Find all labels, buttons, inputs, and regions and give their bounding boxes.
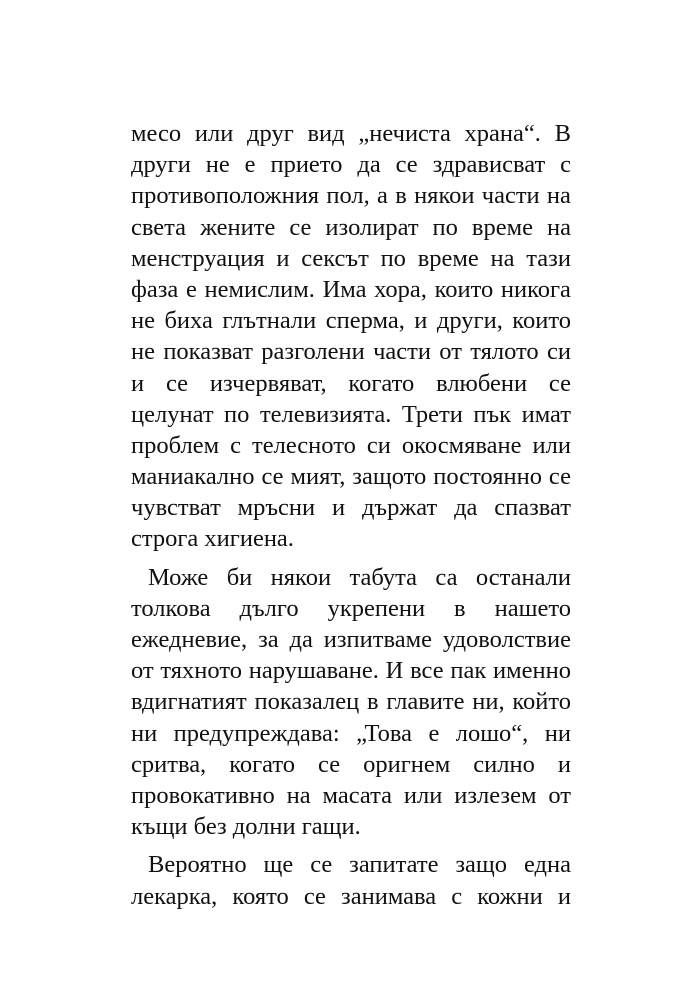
text-line xyxy=(131,718,571,749)
word: света xyxy=(131,213,187,241)
word: в xyxy=(366,688,379,716)
text-line xyxy=(131,780,571,811)
word: и xyxy=(557,882,571,910)
word: пол, xyxy=(326,182,370,210)
word: си xyxy=(366,431,391,459)
word: по xyxy=(432,213,458,241)
word: части xyxy=(481,182,540,210)
text-line xyxy=(131,749,571,780)
word: ежедневие, xyxy=(131,626,248,653)
word: се xyxy=(318,750,341,778)
word: удоволствие xyxy=(442,626,571,653)
paragraph xyxy=(131,849,571,911)
word: „Това xyxy=(356,719,413,747)
word: ни xyxy=(544,719,571,747)
word: други, xyxy=(436,307,503,335)
word: нарушаване. xyxy=(248,657,379,685)
word: лекарка, xyxy=(131,882,218,910)
word: храна“. xyxy=(464,120,541,147)
word: по xyxy=(224,400,250,428)
word: немислим. xyxy=(204,275,315,303)
word: които xyxy=(512,307,571,335)
word: „нечиста xyxy=(358,120,451,147)
text-line xyxy=(131,118,571,149)
text-line: строга хигиена. xyxy=(131,525,294,553)
word: сексът xyxy=(301,244,369,272)
word: на xyxy=(546,182,571,210)
word: държат xyxy=(361,494,438,522)
word: не xyxy=(205,151,230,179)
word: в xyxy=(395,182,407,210)
word: сритва, xyxy=(131,750,207,778)
word: запитате xyxy=(349,851,439,879)
word: на xyxy=(490,244,515,272)
word: защото xyxy=(352,463,427,491)
word: се xyxy=(289,213,312,241)
word: Има xyxy=(322,275,367,303)
text-line xyxy=(131,686,571,717)
word: глътнали xyxy=(222,307,317,335)
word: оригнем xyxy=(363,750,451,778)
text-line xyxy=(131,593,571,624)
word: някои xyxy=(270,563,332,591)
word: не xyxy=(131,307,155,335)
word: части xyxy=(373,338,431,366)
text-line xyxy=(131,849,571,880)
word: Може xyxy=(148,563,209,591)
word: телевизията. xyxy=(259,400,392,428)
word: на xyxy=(546,213,571,241)
word: или xyxy=(403,781,443,809)
word: ни xyxy=(131,719,158,747)
word: телесното xyxy=(252,431,356,459)
word: нашето xyxy=(494,594,571,622)
word: здрависват xyxy=(432,151,546,179)
text-line xyxy=(131,305,571,336)
word: защо xyxy=(455,851,508,879)
word: когато xyxy=(229,750,296,778)
word: ще xyxy=(263,851,294,879)
word: не xyxy=(131,338,155,366)
paragraph xyxy=(131,118,571,555)
word: изпитваме xyxy=(323,626,432,653)
word: никога xyxy=(500,275,571,303)
word: от xyxy=(439,338,462,366)
text-line xyxy=(131,243,571,274)
word: излезем xyxy=(454,781,537,809)
text-line: къщи без долни гащи. xyxy=(131,813,361,841)
word: когато xyxy=(348,369,415,397)
word: за xyxy=(258,626,279,653)
word: Вероятно xyxy=(148,851,247,879)
word: би xyxy=(226,563,253,591)
word: от xyxy=(548,781,571,809)
word: окосмяване xyxy=(401,431,522,459)
word: дълго xyxy=(239,594,299,622)
word: укрепени xyxy=(327,594,426,622)
text-line xyxy=(131,430,571,461)
word: спазват xyxy=(494,494,571,522)
word: се xyxy=(310,851,333,879)
word: месо xyxy=(131,120,182,147)
word: една xyxy=(523,851,571,879)
word: се xyxy=(303,882,326,910)
word: разголени xyxy=(261,338,365,366)
text-line xyxy=(131,149,571,180)
word: менструация xyxy=(131,244,265,272)
word: време xyxy=(471,213,533,241)
word: се xyxy=(395,151,418,179)
word: и xyxy=(276,244,290,272)
word: които xyxy=(434,275,494,303)
word: тялото xyxy=(470,338,539,366)
word: влюбени xyxy=(436,369,528,397)
word: показват xyxy=(163,338,253,366)
word: и xyxy=(131,369,145,397)
paragraph xyxy=(131,562,571,843)
word: предупреждава: xyxy=(173,719,340,747)
word: все xyxy=(410,657,444,685)
word: да xyxy=(454,494,478,522)
word: с xyxy=(230,431,241,459)
text-line xyxy=(131,336,571,367)
word: друг xyxy=(247,120,294,147)
word: масата xyxy=(322,781,393,809)
word: целунат xyxy=(131,400,214,428)
word: с xyxy=(451,882,463,910)
word: някои xyxy=(414,182,475,210)
word: показалец xyxy=(254,688,360,716)
word: и xyxy=(557,750,571,778)
text-line xyxy=(131,562,571,593)
word: тази xyxy=(526,244,571,272)
word: други xyxy=(131,151,191,179)
word: да xyxy=(357,151,381,179)
word: именно xyxy=(493,657,571,685)
paragraph-gap xyxy=(131,842,571,849)
page-body-text xyxy=(131,118,571,912)
word: си xyxy=(547,338,571,366)
word: жените xyxy=(200,213,276,241)
word: пак xyxy=(450,657,487,685)
word: толкова xyxy=(131,594,211,622)
word: В xyxy=(554,120,571,147)
word: вдигнатият xyxy=(131,688,247,716)
word: кожни xyxy=(477,882,543,910)
word: която xyxy=(232,882,289,910)
word: хора, xyxy=(374,275,427,303)
word: изолират xyxy=(325,213,419,241)
word: да xyxy=(289,626,313,653)
text-line xyxy=(131,212,571,243)
word: лошо“, xyxy=(455,719,529,747)
word: И xyxy=(385,657,404,685)
word: чувстват xyxy=(131,494,221,522)
word: мият, xyxy=(290,463,346,491)
text-line xyxy=(131,180,571,211)
word: са xyxy=(435,563,458,591)
word: занимава xyxy=(341,882,437,910)
text-line xyxy=(131,368,571,399)
word: или xyxy=(532,431,571,459)
text-line xyxy=(131,492,571,523)
word: имат xyxy=(521,400,571,428)
word: вид xyxy=(307,120,345,147)
word: биха xyxy=(164,307,213,335)
word: който xyxy=(512,688,571,716)
text-line xyxy=(131,399,571,430)
word: постоянно xyxy=(433,463,542,491)
paragraph-gap xyxy=(131,555,571,562)
word: мръсни xyxy=(237,494,316,522)
word: маниакално xyxy=(131,463,255,491)
word: или xyxy=(194,120,234,147)
word: фаза xyxy=(131,275,179,303)
word: от xyxy=(131,657,154,685)
word: с xyxy=(560,151,571,179)
word: в xyxy=(454,594,466,622)
word: провокативно xyxy=(131,781,275,809)
word: се xyxy=(548,369,571,397)
word: се xyxy=(548,463,571,491)
word: е xyxy=(428,719,440,747)
word: ни, xyxy=(472,688,505,716)
word: Трети xyxy=(401,400,463,428)
word: табута xyxy=(349,563,417,591)
text-line xyxy=(131,624,571,655)
word: се xyxy=(261,463,284,491)
word: останали xyxy=(475,563,571,591)
word: време xyxy=(417,244,479,272)
word: тяхното xyxy=(160,657,242,685)
word: изчервяват, xyxy=(209,369,327,397)
word: по xyxy=(380,244,406,272)
word: сперма, xyxy=(325,307,405,335)
word: главите xyxy=(386,688,465,716)
text-line xyxy=(131,461,571,492)
word: силно xyxy=(473,750,535,778)
word: противоположния xyxy=(131,182,320,210)
word: е xyxy=(244,151,256,179)
word: и xyxy=(414,307,428,335)
text-line xyxy=(131,881,571,912)
word: прието xyxy=(270,151,343,179)
word: на xyxy=(286,781,311,809)
word: е xyxy=(185,275,197,303)
word: се xyxy=(165,369,189,397)
word: а xyxy=(377,182,388,210)
text-line xyxy=(131,274,571,305)
text-line xyxy=(131,655,571,686)
word: проблем xyxy=(131,431,220,459)
word: пък xyxy=(473,400,512,428)
word: и xyxy=(332,494,346,522)
